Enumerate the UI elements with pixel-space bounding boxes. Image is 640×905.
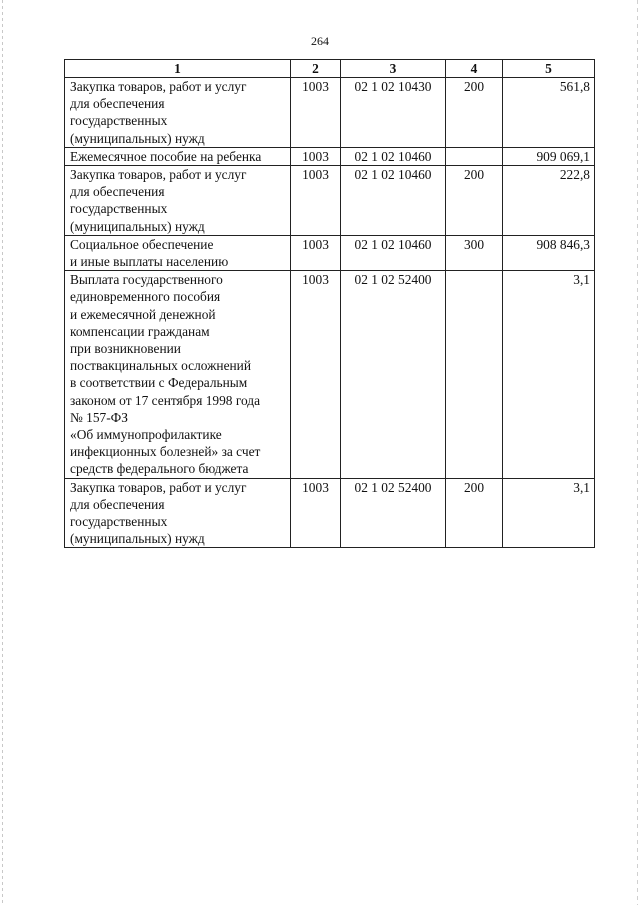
cell-amount: 908 846,3	[503, 235, 595, 270]
cell-name-line: в соответствии с Федеральным	[70, 375, 248, 391]
cell-name-line: (муниципальных) нужд	[70, 218, 205, 234]
cell-name-line: средств федерального бюджета	[70, 461, 249, 477]
column-header-amount: 5	[503, 60, 595, 78]
cell-target: 02 1 02 10430	[341, 78, 446, 148]
cell-name-line: государственных	[70, 113, 168, 129]
cell-name-line: поствакцинальных осложнений	[70, 358, 252, 374]
cell-name-line: № 157-ФЗ	[70, 409, 128, 425]
cell-name-line: для обеспечения	[70, 496, 165, 512]
cell-target: 02 1 02 52400	[341, 478, 446, 548]
column-header-target: 3	[341, 60, 446, 78]
cell-target: 02 1 02 10460	[341, 235, 446, 270]
cell-expense-type: 200	[446, 78, 503, 148]
cell-section: 1003	[291, 235, 341, 270]
cell-section: 1003	[291, 271, 341, 478]
cell-expense-type	[446, 147, 503, 165]
cell-expense-type: 200	[446, 478, 503, 548]
table-header-row	[65, 60, 595, 78]
cell-name-line: Закупка товаров, работ и услуг	[70, 167, 247, 183]
cell-amount: 909 069,1	[503, 147, 595, 165]
cell-name-line: (муниципальных) нужд	[70, 531, 205, 547]
cell-name-line: единовременного пособия	[70, 289, 221, 305]
scan-edge-left	[2, 0, 3, 905]
cell-amount: 3,1	[503, 271, 595, 478]
cell-name-line: для обеспечения	[70, 184, 165, 200]
cell-name	[65, 147, 291, 165]
cell-name-line: и ежемесячной денежной	[70, 306, 216, 322]
cell-expense-type: 200	[446, 166, 503, 236]
cell-section: 1003	[291, 166, 341, 236]
cell-name-line: законом от 17 сентября 1998 года	[70, 392, 261, 408]
table-row	[65, 78, 595, 148]
table-row	[65, 235, 595, 270]
cell-name-line: компенсации гражданам	[70, 323, 210, 339]
cell-name-line: инфекционных болезней» за счет	[70, 444, 261, 460]
cell-expense-type: 300	[446, 235, 503, 270]
cell-section: 1003	[291, 147, 341, 165]
page-number: 264	[311, 34, 329, 48]
cell-name-line: при возникновении	[70, 341, 181, 357]
cell-name-line: Закупка товаров, работ и услуг	[70, 479, 247, 495]
column-header-name: 1	[65, 60, 291, 78]
scan-edge-right	[637, 0, 638, 905]
cell-name	[65, 235, 291, 270]
table-row	[65, 166, 595, 236]
cell-name-line: Закупка товаров, работ и услуг	[70, 79, 247, 94]
table-body	[65, 78, 595, 548]
table-row	[65, 271, 595, 478]
column-header-expense-type: 4	[446, 60, 503, 78]
table-row	[65, 147, 595, 165]
cell-name-line: (муниципальных) нужд	[70, 130, 205, 146]
cell-name-line: и иные выплаты населению	[70, 254, 229, 270]
cell-name-line: Выплата государственного	[70, 272, 223, 288]
cell-name	[65, 166, 291, 236]
cell-target: 02 1 02 52400	[341, 271, 446, 478]
cell-section: 1003	[291, 478, 341, 548]
cell-name	[65, 271, 291, 478]
table-row	[65, 478, 595, 548]
budget-table	[64, 59, 595, 548]
cell-name-line: государственных	[70, 201, 168, 217]
cell-amount: 222,8	[503, 166, 595, 236]
cell-target: 02 1 02 10460	[341, 147, 446, 165]
cell-name	[65, 78, 291, 148]
column-header-section: 2	[291, 60, 341, 78]
cell-amount: 3,1	[503, 478, 595, 548]
cell-name-line: Ежемесячное пособие на ребенка	[70, 148, 262, 164]
cell-name	[65, 478, 291, 548]
cell-section: 1003	[291, 78, 341, 148]
cell-name-line: Социальное обеспечение	[70, 236, 214, 252]
cell-name-line: для обеспечения	[70, 96, 165, 112]
cell-target: 02 1 02 10460	[341, 166, 446, 236]
cell-expense-type	[446, 271, 503, 478]
cell-name-line: «Об иммунопрофилактике	[70, 427, 222, 443]
cell-amount: 561,8	[503, 78, 595, 148]
cell-name-line: государственных	[70, 514, 168, 530]
